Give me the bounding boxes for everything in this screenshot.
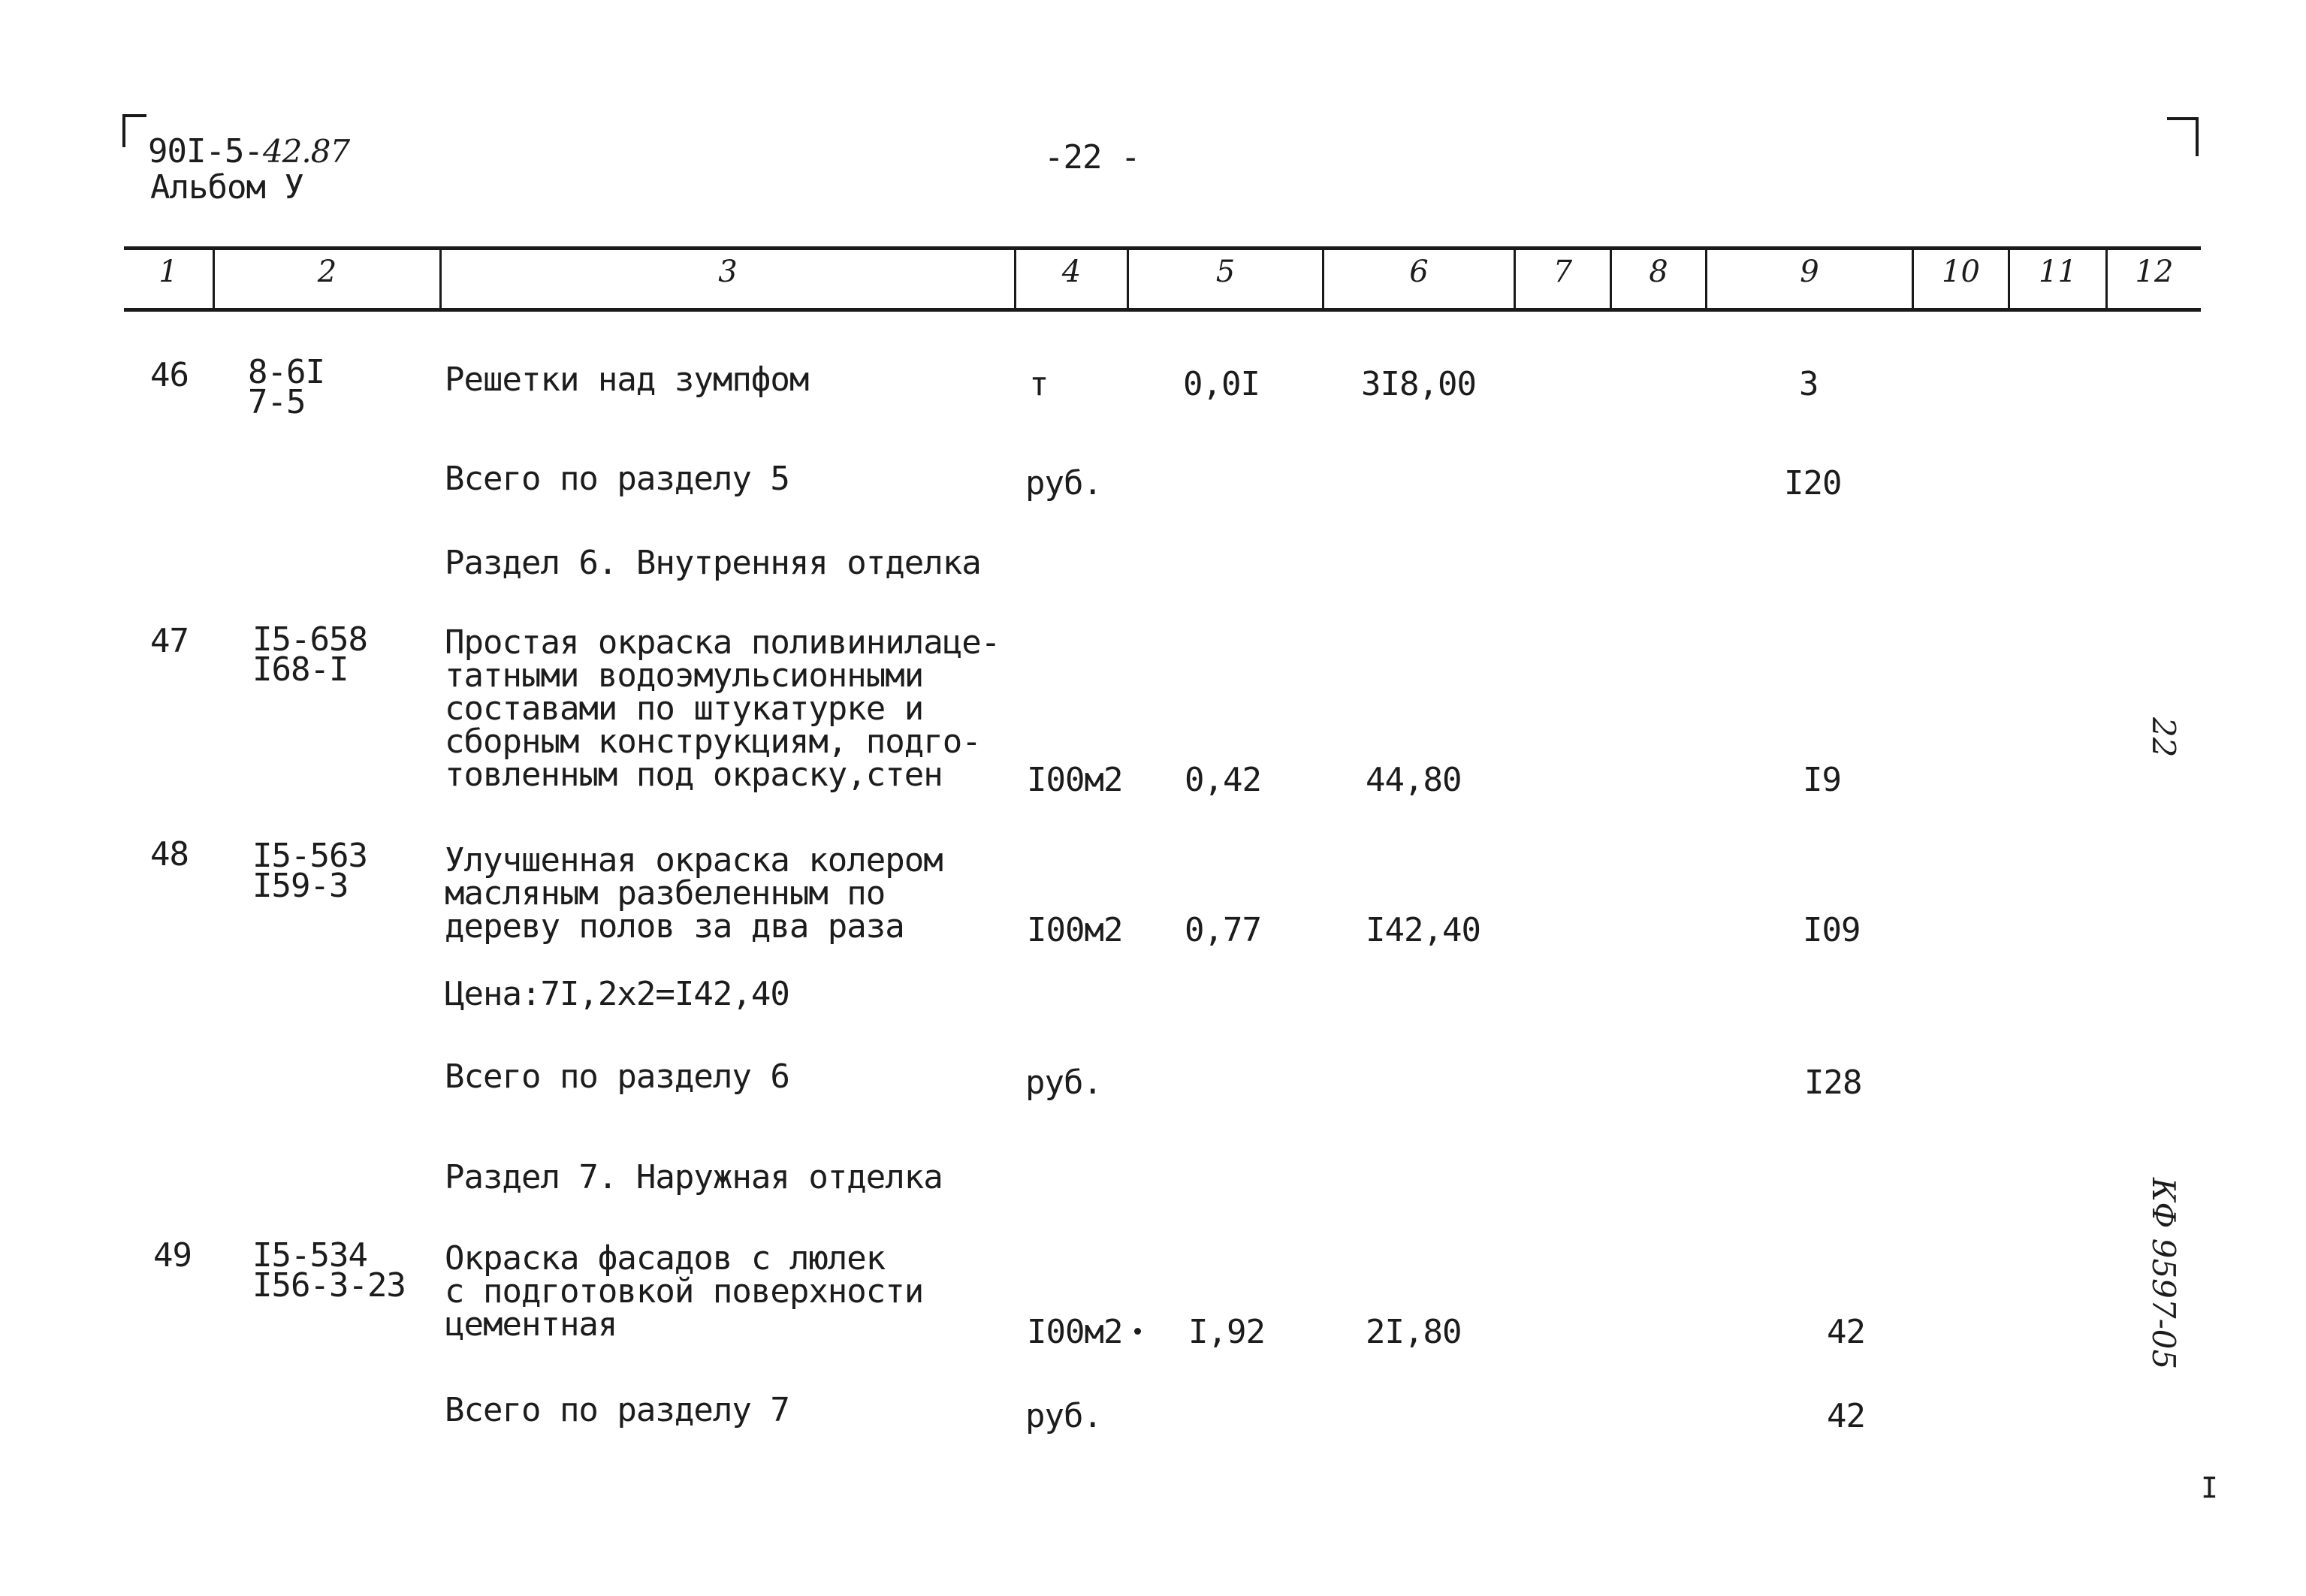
- total-cost: 3: [1799, 365, 1819, 403]
- unit-price: 3I8,00: [1361, 365, 1476, 403]
- row-number: 46: [150, 356, 189, 394]
- table-header-bottom-rule: [124, 308, 2201, 312]
- work-description: Простая окраска поливинилаце- татными водоэмульсионными составами по штукатурке и сборным конструкциям, подго- товленным под окраску,стен: [445, 623, 1001, 794]
- margin-mark: I: [2201, 1471, 2217, 1504]
- rate-code: I5-658 I68-I: [252, 620, 367, 689]
- subtotal-value: I28: [1804, 1063, 1862, 1102]
- doc-code: [148, 132, 350, 170]
- total-cost: I09: [1803, 911, 1861, 949]
- rate-code: 8-6I 7-5: [248, 353, 324, 421]
- quantity: I,92: [1188, 1313, 1265, 1351]
- page-number: -22 -: [1044, 138, 1140, 176]
- row-number: 48: [150, 835, 189, 873]
- quantity: 0,77: [1185, 911, 1261, 949]
- column-number: 9: [1800, 255, 1819, 289]
- work-description: Улучшенная окраска колером масляным разбеленным по дереву полов за два раза: [445, 841, 943, 946]
- total-cost: I9: [1803, 761, 1841, 799]
- handwritten-stamp-code: КФ 9597-05: [2145, 1178, 2182, 1370]
- quantity: 0,42: [1185, 761, 1261, 799]
- section-subtotal-label: Всего по разделу 5: [445, 460, 789, 498]
- subtotal-unit: руб.: [1025, 464, 1102, 502]
- column-number: 1: [158, 255, 178, 289]
- row-number: 49: [153, 1236, 192, 1275]
- work-description: Окраска фасадов с люлек с подготовкой поверхности цементная: [445, 1239, 924, 1344]
- unit-price: 2I,80: [1366, 1313, 1462, 1351]
- table-top-rule: [124, 246, 2201, 250]
- subtotal-unit: руб.: [1025, 1397, 1102, 1435]
- subtotal-value: 42: [1827, 1397, 1865, 1435]
- subtotal-value: I20: [1784, 464, 1842, 502]
- rate-code: I5-563 I59-3: [252, 837, 367, 905]
- corner-mark-top-left: [122, 114, 146, 147]
- unit: I00м2: [1027, 1313, 1123, 1351]
- column-number: 4: [1061, 255, 1082, 289]
- section-subtotal-label: Всего по разделу 7: [445, 1391, 789, 1429]
- unit: I00м2: [1027, 911, 1123, 949]
- total-cost: 42: [1827, 1313, 1865, 1351]
- section-subtotal-label: Всего по разделу 6: [445, 1057, 789, 1096]
- corner-mark-top-right: [2167, 117, 2199, 156]
- doc-code-handwritten: 42.87: [262, 133, 350, 170]
- column-number: 11: [2039, 255, 2077, 289]
- rate-code: I5-534 I56-3-23: [252, 1236, 406, 1305]
- section-heading: Раздел 7. Наружная отделка: [445, 1158, 943, 1196]
- column-number: 3: [718, 255, 738, 289]
- column-number: 2: [317, 255, 337, 289]
- price-note: Цена:7I,2х2=I42,40: [445, 975, 789, 1013]
- ink-dot: [1134, 1328, 1141, 1335]
- column-number: 10: [1942, 255, 1980, 289]
- unit: I00м2: [1027, 761, 1123, 799]
- unit: т: [1029, 365, 1049, 403]
- unit-price: I42,40: [1366, 911, 1480, 949]
- row-number: 47: [150, 622, 189, 660]
- doc-code-typed: 90I-5-: [148, 132, 263, 170]
- column-number: 8: [1649, 255, 1668, 289]
- column-number: 12: [2135, 255, 2174, 289]
- column-number: 7: [1553, 255, 1573, 289]
- handwritten-page-number: 22: [2145, 717, 2182, 758]
- quantity: 0,0I: [1183, 365, 1260, 403]
- column-number: 5: [1215, 255, 1236, 289]
- work-description: Решетки над зумпфом: [445, 361, 809, 399]
- section-heading: Раздел 6. Внутренняя отделка: [445, 544, 981, 582]
- unit-price: 44,80: [1366, 761, 1462, 799]
- album-label: Альбом У: [150, 168, 303, 207]
- subtotal-unit: руб.: [1025, 1063, 1102, 1102]
- column-number: 6: [1409, 255, 1429, 289]
